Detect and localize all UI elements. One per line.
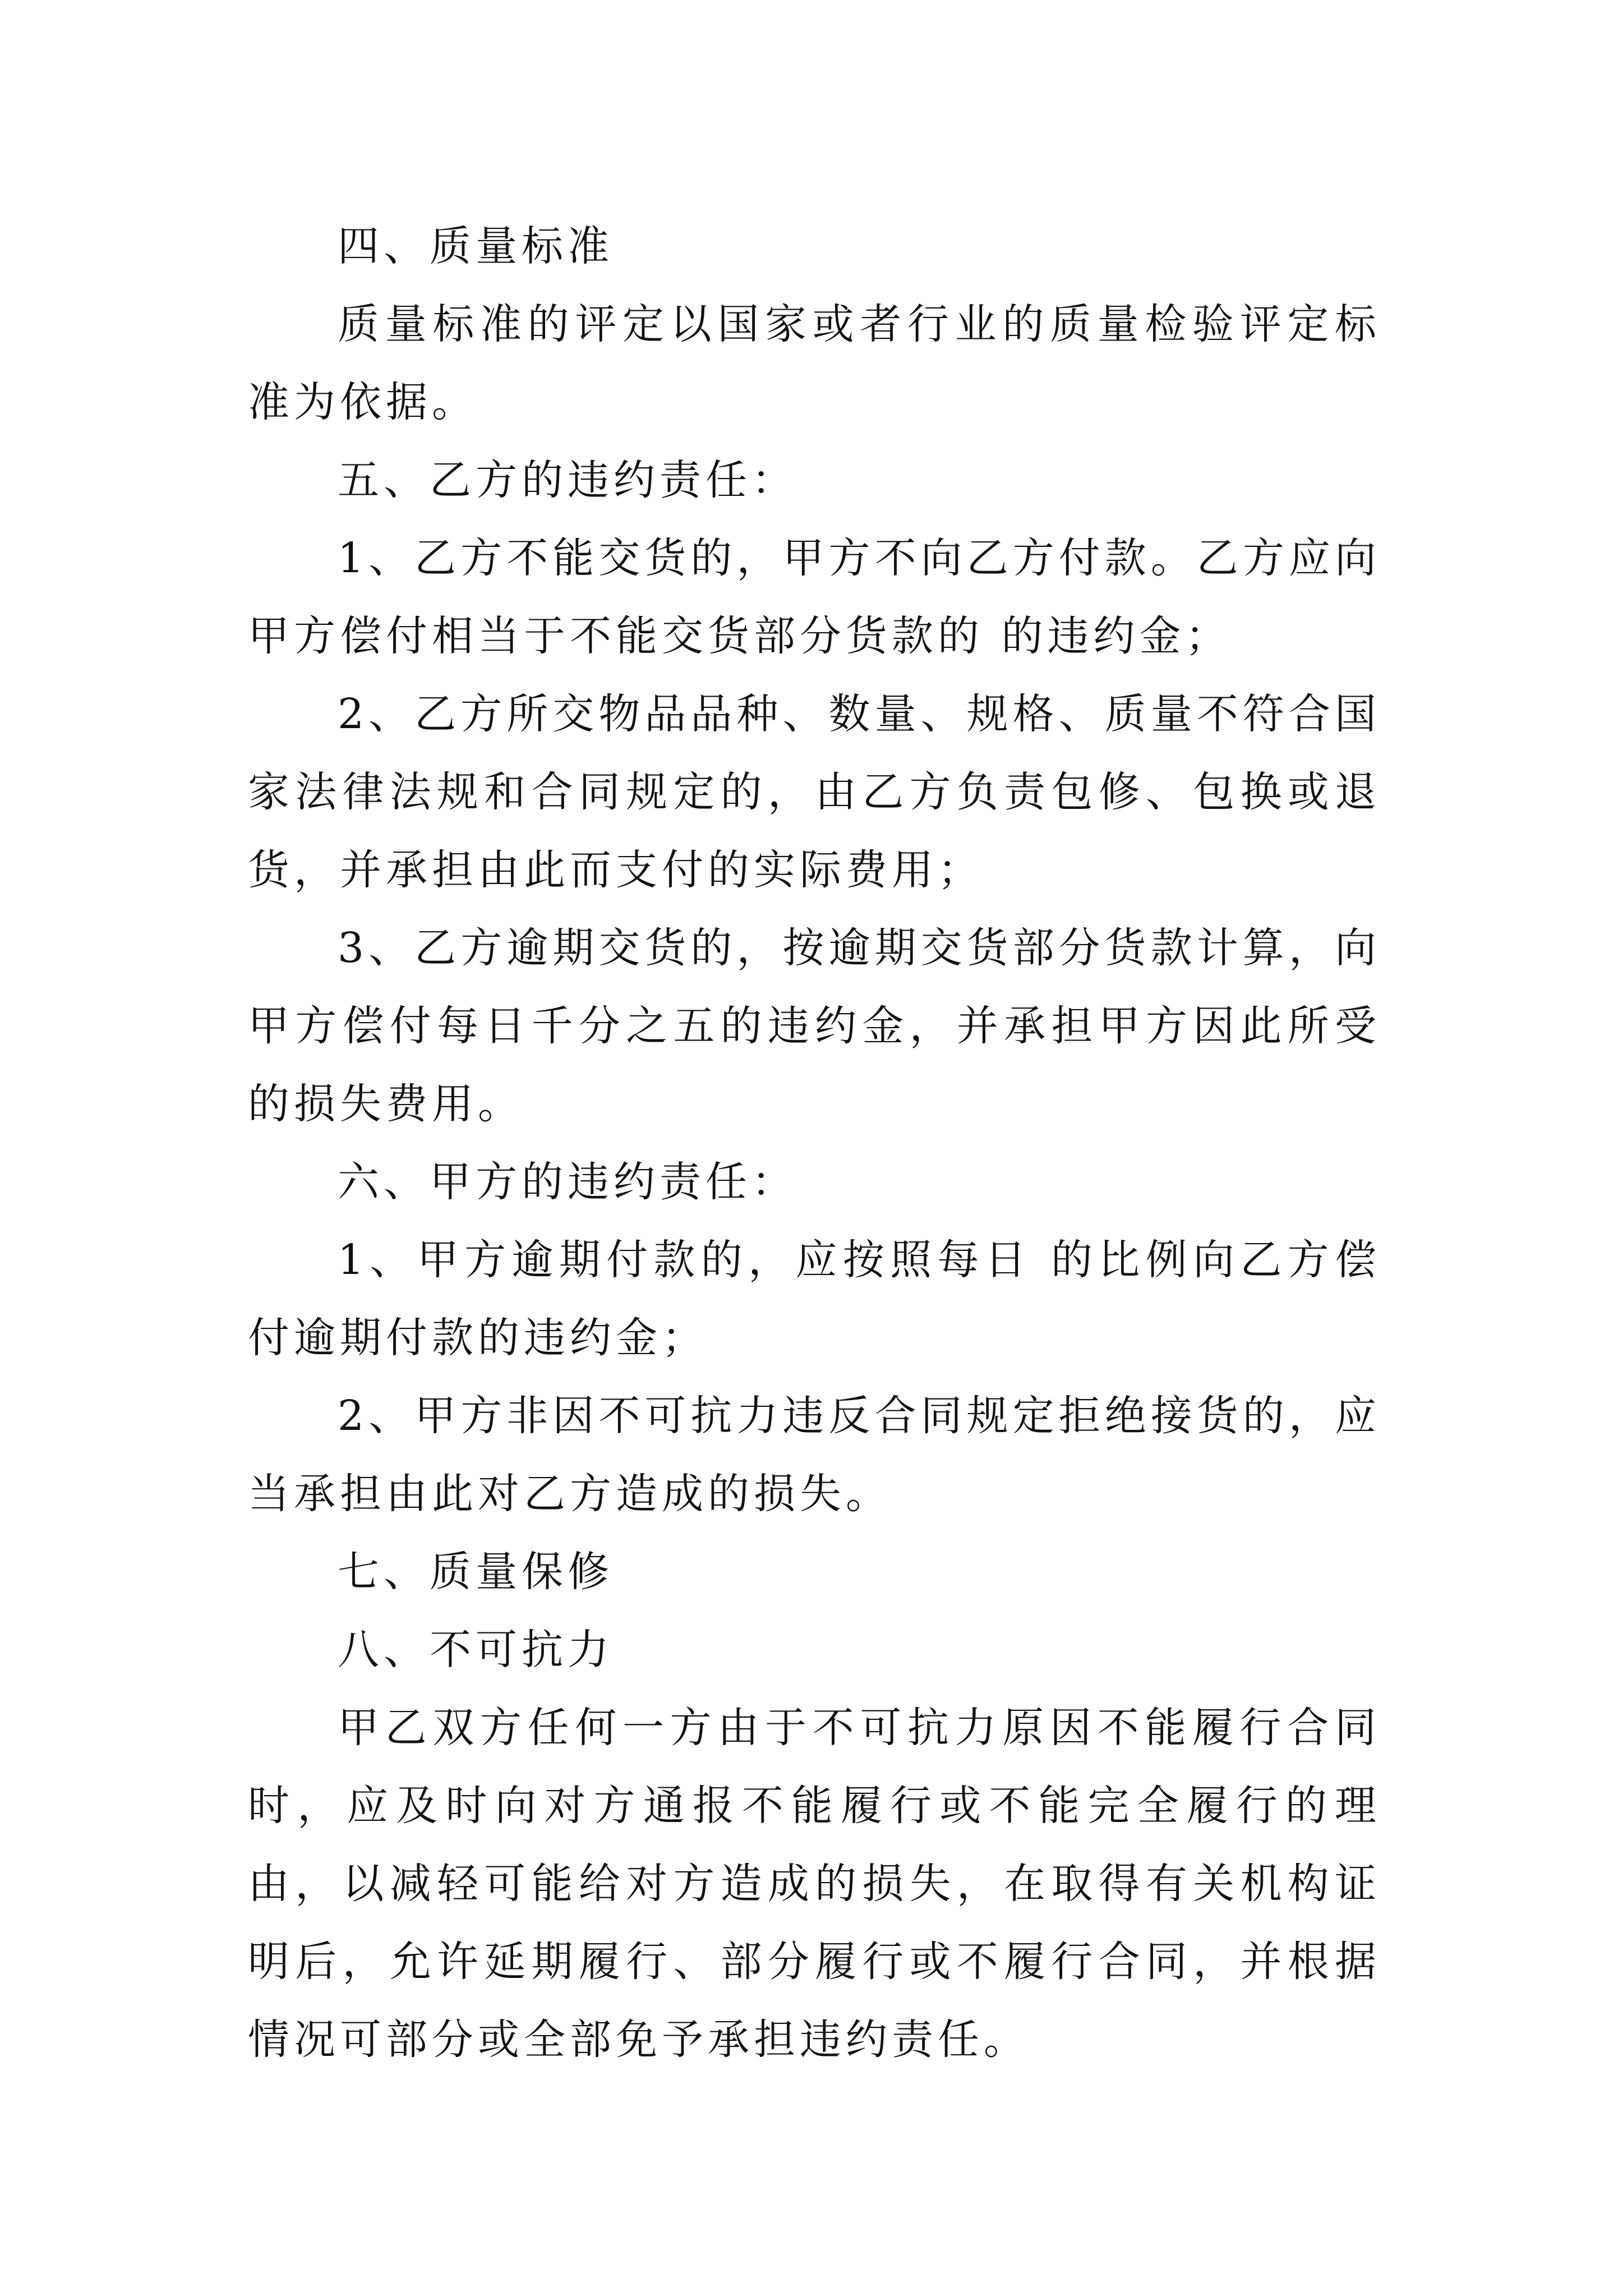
clause-a-2: 2、甲方非因不可抗力违反合同规定拒绝接货的，应当承担由此对乙方造成的损失。 [248,1392,1381,1518]
section-heading-quality-standard: 四、质量标准 [338,222,614,270]
clause-b-2: 2、乙方所交物品品种、数量、规格、质量不符合国家法律法规和合同规定的，由乙方负责包修、包换或退货，并承担由此而支付的实际费用； [248,690,1381,894]
clause-a-1: 1、甲方逾期付款的，应按照每日 的比例向乙方偿付逾期付款的违约金； [248,1236,1381,1362]
clause-b-1: 1、乙方不能交货的，甲方不向乙方付款。乙方应向甲方偿付相当于不能交货部分货款的 的违约金； [248,534,1381,660]
section-heading-force-majeure: 八、不可抗力 [338,1626,614,1674]
clause-b-3: 3、乙方逾期交货的，按逾期交货部分货款计算，向甲方偿付每日千分之五的违约金，并承担甲方因此所受的损失费用。 [248,924,1381,1128]
section-heading-party-a-liability: 六、甲方的违约责任： [338,1158,797,1206]
paragraph-quality-standard: 质量标准的评定以国家或者行业的质量检验评定标准为依据。 [248,300,1381,426]
document-body [248,208,1381,2079]
section-heading-warranty: 七、质量保修 [338,1548,614,1596]
paragraph-force-majeure: 甲乙双方任何一方由于不可抗力原因不能履行合同时，应及时向对方通报不能履行或不能完全履行的理由，以减轻可能给对方造成的损失，在取得有关机构证明后，允许延期履行、部分履行或不履行合同，并根据情况可部分或全部免予承担违约责任。 [248,1704,1381,2064]
section-heading-party-b-liability: 五、乙方的违约责任： [338,456,797,504]
